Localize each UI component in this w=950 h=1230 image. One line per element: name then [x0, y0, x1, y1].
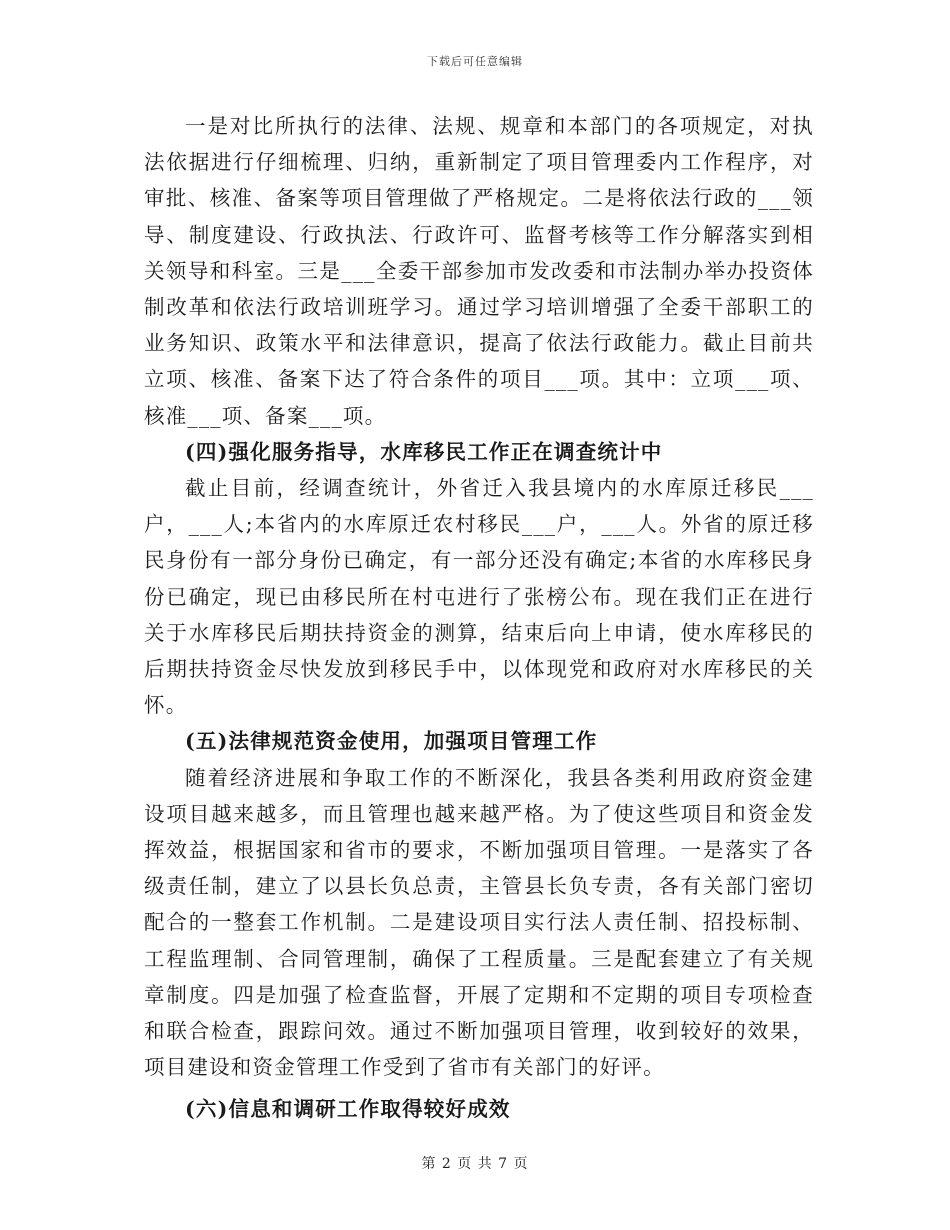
document-body — [144, 108, 814, 1128]
paragraph-reservoir-migrants: 截止目前，经调查统计，外省迁入我县境内的水库原迁移民___户，___人;本省内的水库原迁农村移民___户，___人。外省的原迁移民身份有一部分身份已确定，有一部分还没有确定;本省的水库移民身份已确定，现已由移民所在村屯进行了张榜公布。现在我们正在进行关于水库移民后期扶持资金的测算，结束后向上申请，使水库移民的后期扶持资金尽快发放到移民手中，以体现党和政府对水库移民的关怀。 — [144, 476, 814, 718]
section-heading-6: (六)信息和调研工作取得较好成效 — [185, 1097, 511, 1122]
paragraph-legal-review: 一是对比所执行的法律、法规、规章和本部门的各项规定，对执法依据进行仔细梳理、归纳，重新制定了项目管理委内工作程序，对审批、核准、备案等项目管理做了严格规定。二是将依法行政的___领导、制度建设、行政执法、行政许可、监督考核等工作分解落实到相关领导和科室。三是___全委干部参加市发改委和市法制办举办投资体制改革和依法行政培训班学习。通过学习培训增强了全委干部职工的业务知识、政策水平和法律意识，提高了依法行政能力。截止目前共立项、核准、备案下达了符合条件的项目___项。其中：立项___项、核准___项、备案___项。 — [144, 114, 814, 428]
page-number: 第 2 页 共 7 页 — [421, 1156, 529, 1172]
paragraph-project-management: 随着经济进展和争取工作的不断深化，我县各类利用政府资金建设项目越来越多，而且管理也越来越严格。为了使这些项目和资金发挥效益，根据国家和省市的要求，不断加强项目管理。一是落实了各级责任制，建立了以县长负总责，主管县长负专责，各有关部门密切配合的一整套工作机制。二是建设项目实行法人责任制、招投标制、工程监理制、合同管理制，确保了工程质量。三是配套建立了有关规章制度。四是加强了检查监督，开展了定期和不定期的项目专项检查和联合检查，跟踪问效。通过不断加强项目管理，收到较好的效果，项目建设和资金管理工作受到了省市有关部门的好评。 — [144, 765, 814, 1080]
section-heading-4: (四)强化服务指导，水库移民工作正在调查统计中 — [185, 439, 663, 464]
section-heading-5: (五)法律规范资金使用，加强项目管理工作 — [185, 729, 598, 754]
page-header-note: 下载后可任意编辑 — [427, 55, 523, 68]
